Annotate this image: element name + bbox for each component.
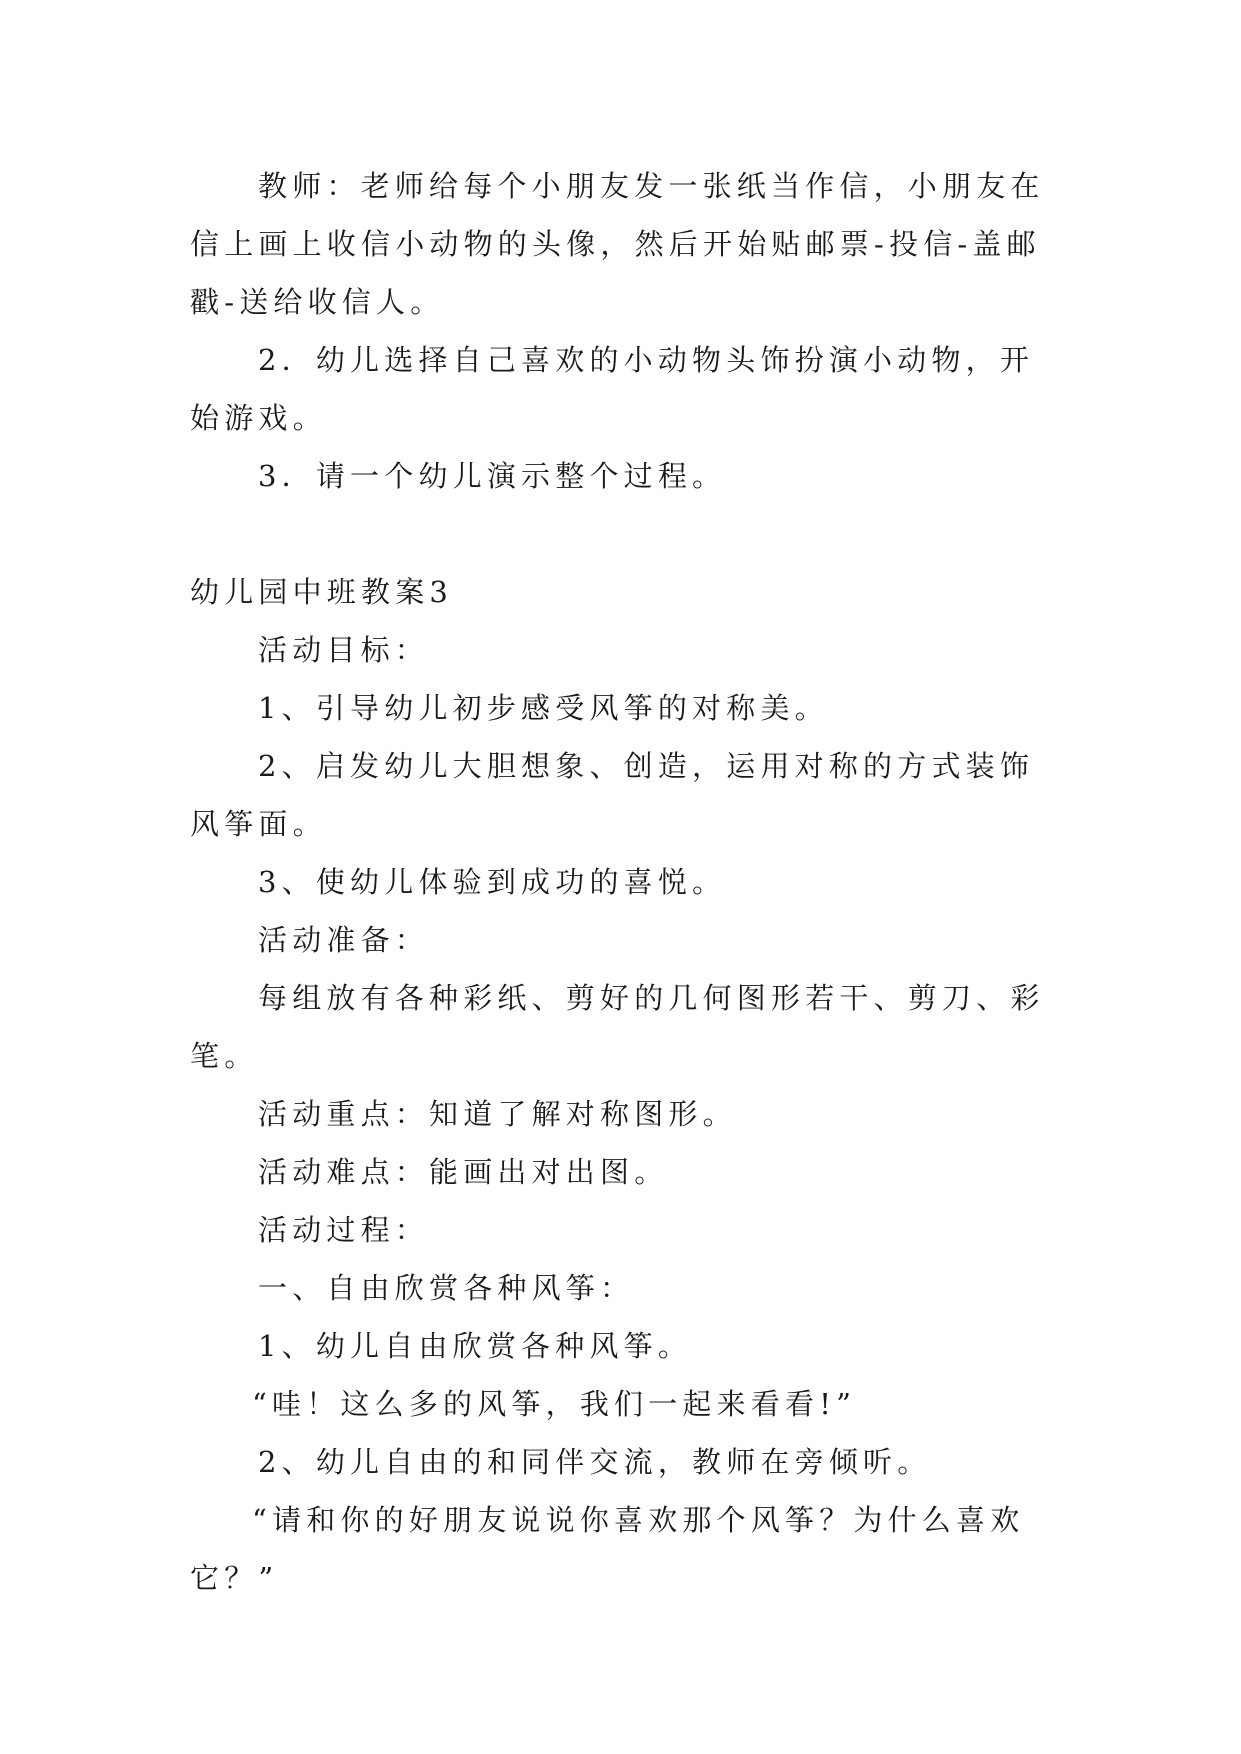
preparation-text: 每组放有各种彩纸、剪好的几何图形若干、剪刀、彩笔。 <box>190 981 1045 1073</box>
quote-2: “请和你的好朋友说说你喜欢那个风筝？为什么喜欢它？” <box>190 1503 1025 1595</box>
activity-difficulty: 活动难点：能画出对出图。 <box>258 1155 669 1189</box>
section-gap <box>190 505 1060 563</box>
goal-item-3: 3、使幼儿体验到成功的喜悦。 <box>258 865 727 899</box>
heading-activity-goals: 活动目标： <box>258 633 430 667</box>
goal-item-2: 2、启发幼儿大胆想象、创造，运用对称的方式装饰风筝面。 <box>190 749 1035 841</box>
quote-1: “哇！这么多的风筝，我们一起来看看!” <box>252 1387 857 1421</box>
paragraph-step-3: 3．请一个幼儿演示整个过程。 <box>258 459 727 493</box>
activity-key-point: 活动重点：知道了解对称图形。 <box>258 1097 737 1131</box>
paragraph-teacher-instructions: 教师：老师给每个小朋友发一张纸当作信，小朋友在信上画上收信小动物的头像，然后开始贴邮票-投信-盖邮戳-送给收信人。 <box>190 169 1045 319</box>
goal-item-1: 1、引导幼儿初步感受风筝的对称美。 <box>258 691 829 725</box>
process-section-1: 一、自由欣赏各种风筝： <box>258 1271 635 1305</box>
process-step-2: 2、幼儿自由的和同伴交流，教师在旁倾听。 <box>258 1445 932 1479</box>
process-step-1: 1、幼儿自由欣赏各种风筝。 <box>258 1329 693 1363</box>
heading-activity-preparation: 活动准备： <box>258 923 430 957</box>
section-title: 幼儿园中班教案3 <box>190 575 454 609</box>
paragraph-step-2: 2．幼儿选择自己喜欢的小动物头饰扮演小动物，开始游戏。 <box>190 343 1035 435</box>
heading-activity-process: 活动过程： <box>258 1213 430 1247</box>
document-page <box>190 157 1060 1607</box>
